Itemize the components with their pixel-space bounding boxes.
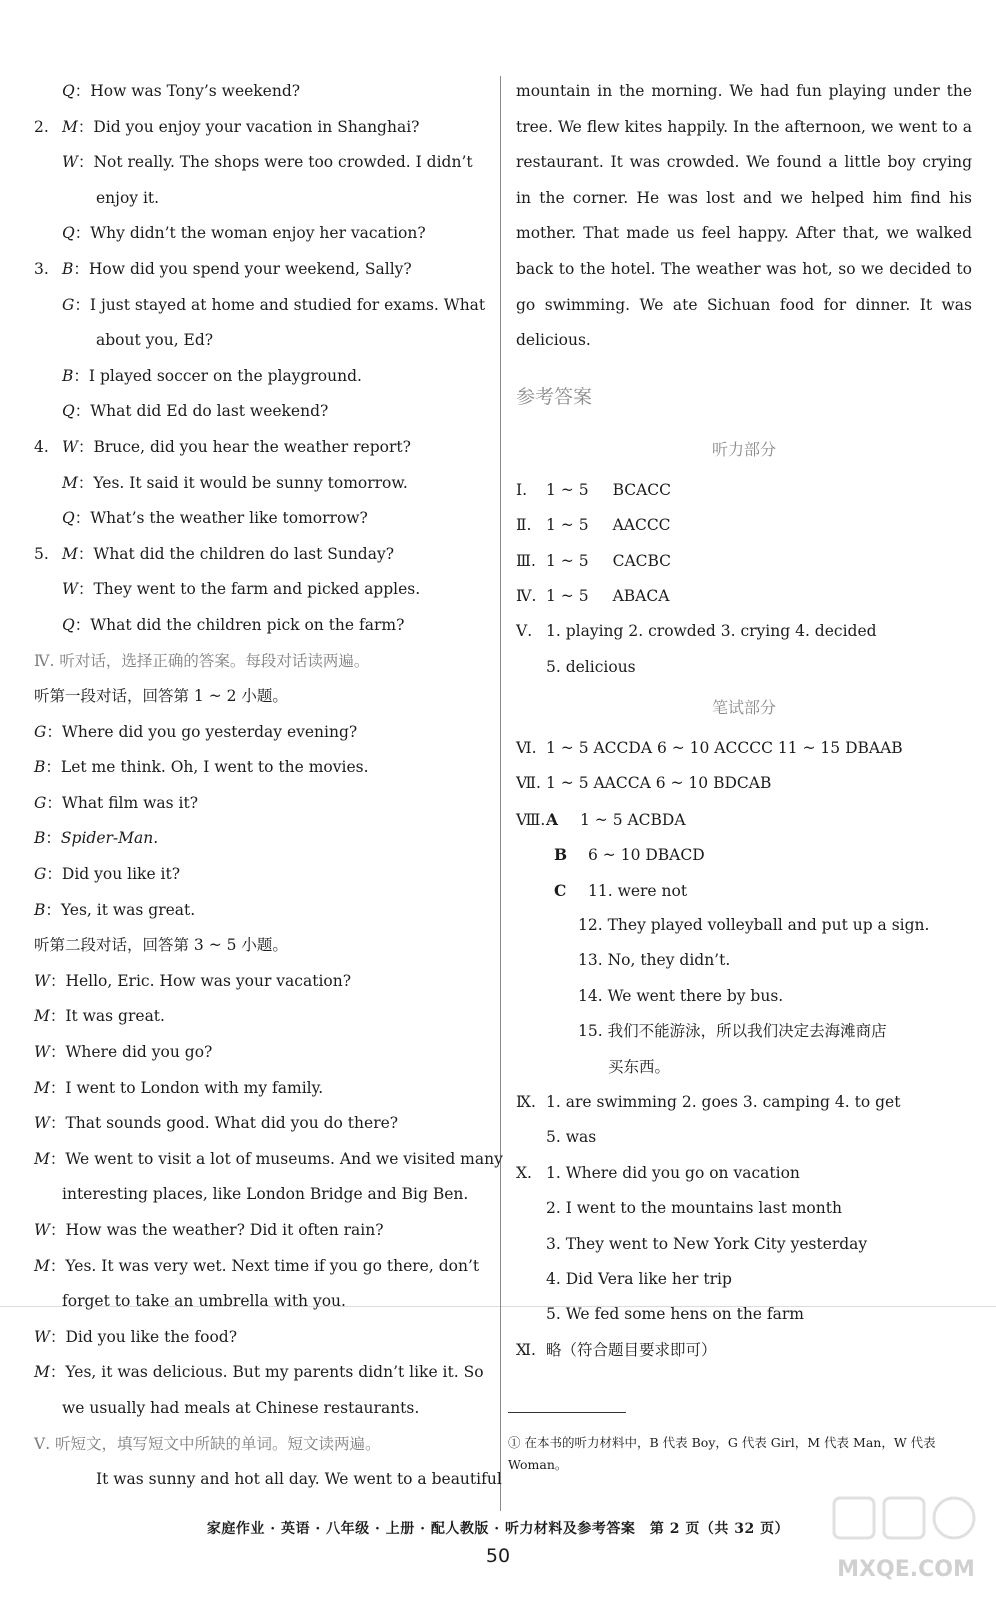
speaker-colon: ： — [77, 544, 94, 563]
answer-num: Ⅱ. — [516, 516, 532, 535]
page-number: 50 — [485, 1545, 511, 1567]
transcript-line — [34, 644, 494, 680]
line-text: I just stayed at home and studied for exams. What — [89, 295, 486, 314]
transcript-line — [34, 394, 494, 430]
transcript-line — [34, 821, 494, 857]
line-text: Yes, it was great. — [60, 900, 196, 919]
answer-row-viii-c12: 12. They played volleyball and put up a sign. — [578, 916, 930, 935]
speaker-colon: ： — [77, 153, 94, 172]
line-text: What film was it? — [61, 793, 199, 812]
transcript-line — [34, 857, 494, 893]
line-text: Where did you go yesterday evening? — [61, 722, 358, 741]
speaker-label: W — [34, 1043, 50, 1062]
answer-row-vii: Ⅶ. 1 ~ 5 AACCA 6 ~ 10 BDCAB — [516, 774, 772, 793]
listening-answers — [516, 473, 972, 615]
transcript-line — [34, 572, 494, 608]
answer-range: 1 ~ 5 — [546, 480, 589, 499]
speaker-label: M — [34, 1007, 50, 1026]
line-text: Did you like the food? — [65, 1327, 238, 1346]
answer-row-x3: 3. They went to New York City yesterday — [546, 1234, 868, 1253]
answer-range: 1 ~ 5 — [546, 551, 589, 570]
writing-part-title: 笔试部分 — [711, 698, 776, 718]
line-text: Yes. It said it would be sunny tomorrow. — [93, 473, 408, 492]
line-text: Spider-Man. — [60, 829, 159, 848]
answer-row-x1: Ⅹ. 1. Where did you go on vacation — [516, 1163, 800, 1182]
speaker-colon: ： — [49, 1114, 66, 1133]
line-text: How was Tony’s weekend? — [90, 82, 301, 100]
speaker-colon: ： — [49, 1149, 66, 1168]
line-text: forget to take an umbrella with you. — [62, 1292, 346, 1311]
answers-title: 参考答案 — [516, 385, 593, 408]
transcript-line — [34, 1213, 494, 1249]
speaker-label: G — [34, 793, 47, 812]
answer-ans: ABACA — [612, 586, 670, 605]
transcript-line — [34, 110, 494, 146]
line-text: Why didn’t the woman enjoy her vacation? — [90, 224, 426, 243]
speaker-label: W — [62, 580, 78, 599]
line-text: Ⅳ. 听对话，选择正确的答案。每段对话读两遍。 — [34, 651, 370, 670]
speaker-label: G — [34, 865, 47, 884]
speaker-colon: ： — [45, 900, 61, 919]
transcript-line — [34, 288, 494, 324]
speaker-colon: ： — [74, 509, 91, 528]
line-text: They went to the farm and picked apples. — [93, 580, 421, 599]
speaker-label: W — [62, 437, 78, 456]
speaker-label: W — [34, 1327, 50, 1346]
answer-row-xi: Ⅺ. 略（符合题目要求即可） — [516, 1340, 717, 1359]
speaker-label: M — [62, 544, 78, 563]
answer-row-v: Ⅴ. 1. playing 2. crowded 3. crying 4. decided — [516, 622, 877, 641]
watermark-circle — [934, 1498, 974, 1538]
transcript-line — [34, 715, 494, 751]
speaker-colon: ： — [49, 1078, 66, 1097]
speaker-label: Q — [62, 82, 75, 100]
answer-num: Ⅲ. — [516, 551, 536, 570]
watermark-text: MXQE.COM — [837, 1557, 975, 1582]
speaker-label: W — [34, 1221, 50, 1239]
speaker-colon: ： — [49, 1007, 66, 1026]
transcript-line — [34, 1142, 503, 1178]
transcript-line — [34, 359, 494, 395]
transcript-line — [34, 1391, 494, 1427]
answer-ans: AACCC — [612, 516, 671, 535]
speaker-colon: ： — [73, 366, 89, 385]
answer-num: Ⅰ. — [516, 480, 528, 499]
line-text: enjoy it. — [96, 188, 160, 207]
line-text: Bruce, did you hear the weather report? — [93, 437, 411, 456]
transcript-line — [34, 1106, 494, 1142]
transcript-line — [34, 893, 494, 929]
speaker-label: B — [34, 758, 46, 777]
passage-continued: mountain in the morning. We had fun playing under the tree. We flew kites happily. In the afternoon, we went to a restaurant. It was crowded. We found a little boy crying in the corner. He was lost and we helped him find his mother. That made us feel happy. After that, we walked back to the hotel. The weather was hot, so we decided to go swimming. We ate Sichuan food for dinner. It was delicious. — [516, 82, 972, 350]
transcript-line — [34, 430, 494, 466]
line-text: I went to London with my family. — [65, 1078, 324, 1097]
speaker-colon: ： — [49, 1363, 66, 1382]
speaker-colon: ： — [45, 758, 61, 777]
transcript-line — [34, 252, 494, 288]
speaker-label: B — [62, 366, 74, 385]
left-column — [34, 74, 503, 1498]
speaker-label: Q — [62, 224, 75, 243]
answer-range: 1 ~ 5 — [546, 586, 589, 605]
answer-row-ix: Ⅸ. 1. are swimming 2. goes 3. camping 4. to get — [516, 1093, 901, 1111]
line-text: 听第二段对话，回答第 3 ~ 5 小题。 — [34, 936, 288, 955]
transcript-line — [34, 786, 494, 822]
speaker-label: W — [34, 1114, 50, 1133]
speaker-colon: ： — [77, 437, 94, 456]
line-text: Did you enjoy your vacation in Shanghai? — [93, 117, 420, 136]
footnote: ① 在本书的听力材料中，B 代表 Boy，G 代表 Girl，M 代表 Man，W 代表 Woman。 — [508, 1435, 936, 1472]
transcript-line — [34, 1284, 494, 1320]
transcript-line — [34, 145, 494, 181]
speaker-colon: ： — [45, 829, 61, 848]
line-text: Where did you go? — [65, 1043, 213, 1062]
watermark-logo — [826, 1490, 986, 1590]
line-text: What did the children pick on the farm? — [90, 615, 405, 634]
answer-row — [516, 544, 972, 579]
watermark-box-1 — [834, 1498, 874, 1538]
line-text: about you, Ed? — [96, 331, 214, 350]
answer-ans: CACBC — [612, 551, 672, 570]
speaker-colon: ： — [49, 1327, 66, 1346]
speaker-label: M — [62, 117, 78, 136]
transcript-line — [34, 1355, 494, 1391]
line-text: we usually had meals at Chinese restaurants. — [62, 1398, 420, 1417]
answer-row-viii-c13: 13. No, they didn’t. — [578, 951, 731, 970]
answer-row-viii-c15: 15. 我们不能游泳，所以我们决定去海滩商店 — [578, 1022, 887, 1041]
speaker-label: M — [34, 1256, 50, 1275]
speaker-colon: ： — [74, 295, 90, 314]
transcript-line — [34, 501, 494, 537]
speaker-colon: ： — [77, 473, 94, 492]
transcript-line — [34, 928, 494, 964]
speaker-colon: ： — [74, 402, 91, 421]
line-text: Let me think. Oh, I went to the movies. — [60, 758, 369, 777]
item-number: 3. — [34, 259, 49, 278]
transcript-line — [34, 323, 494, 359]
line-text: Yes. It was very wet. Next time if you go there, don’t — [65, 1256, 480, 1275]
speaker-label: Q — [62, 509, 75, 528]
footnote-rule — [508, 1412, 626, 1413]
line-text: That sounds good. What did you do there? — [65, 1114, 399, 1133]
speaker-label: M — [34, 1078, 50, 1097]
speaker-colon: ： — [49, 1221, 66, 1239]
transcript-line — [34, 537, 494, 573]
transcript-line — [34, 74, 494, 110]
speaker-label: B — [62, 259, 74, 278]
answer-row — [516, 473, 972, 508]
answer-row-viii-c15-cont: 买东西。 — [608, 1057, 671, 1076]
line-text: We went to visit a lot of museums. And we visited many — [65, 1149, 503, 1168]
speaker-colon: ： — [74, 224, 91, 243]
answer-row-viii-b: B 6 ~ 10 DBACD — [554, 845, 705, 865]
speaker-label: M — [62, 473, 78, 492]
line-text: Yes, it was delicious. But my parents didn’t like it. So — [65, 1363, 484, 1382]
transcript-line — [34, 1320, 494, 1356]
transcript-line — [34, 1462, 502, 1498]
line-text: Ⅴ. 听短文，填写短文中所缺的单词。短文读两遍。 — [34, 1434, 381, 1453]
answer-row-viii-a: Ⅷ.A 1 ~ 5 ACBDA — [516, 809, 686, 829]
answer-num: Ⅳ. — [516, 586, 537, 605]
answer-ans: BCACC — [612, 480, 672, 499]
answer-row — [516, 579, 972, 614]
transcript-line — [34, 1249, 494, 1285]
transcript-line — [34, 181, 494, 217]
speaker-colon: ： — [74, 82, 91, 100]
item-number: 4. — [34, 437, 49, 456]
speaker-label: M — [34, 1149, 50, 1168]
answer-row-viii-c: C 11. were not — [554, 880, 688, 900]
transcript-line — [34, 216, 494, 252]
speaker-label: W — [62, 153, 78, 172]
speaker-colon: ： — [49, 1256, 66, 1275]
transcript-line — [34, 1427, 494, 1463]
transcript-line — [34, 466, 494, 502]
speaker-colon: ： — [77, 580, 94, 599]
line-text: I played soccer on the playground. — [88, 366, 362, 385]
speaker-colon: ： — [74, 615, 91, 634]
speaker-label: G — [34, 722, 47, 741]
item-number: 5. — [34, 544, 49, 563]
transcript-line — [34, 1177, 494, 1213]
speaker-label: M — [34, 1363, 50, 1382]
speaker-colon: ： — [77, 117, 94, 136]
answer-row-vi: Ⅵ. 1 ~ 5 ACCDA 6 ~ 10 ACCCC 11 ~ 15 DBAAB — [516, 739, 903, 758]
line-text: Did you like it? — [61, 865, 181, 884]
transcript-line — [34, 608, 494, 644]
answer-row-ix-cont: 5. was — [546, 1128, 597, 1147]
transcript-line — [34, 964, 494, 1000]
line-text: It was sunny and hot all day. We went to a beautiful — [96, 1470, 502, 1489]
speaker-label: B — [34, 829, 46, 848]
line-text: How did you spend your weekend, Sally? — [88, 259, 412, 278]
answer-row-v-cont: 5. delicious — [546, 657, 636, 676]
speaker-colon: ： — [46, 793, 62, 812]
transcript-line — [34, 999, 494, 1035]
line-text: 听第一段对话，回答第 1 ~ 2 小题。 — [34, 687, 288, 706]
speaker-colon: ： — [46, 865, 62, 884]
speaker-label: Q — [62, 615, 75, 634]
answer-row-x4: 4. Did Vera like her trip — [546, 1269, 732, 1288]
right-column — [516, 74, 972, 1368]
page-footer: 家庭作业 · 英语 · 八年级 · 上册 · 配人教版 · 听力材料及参考答案 第 2 页（共 32 页） — [206, 1521, 790, 1537]
watermark-box-2 — [884, 1498, 924, 1538]
speaker-label: W — [34, 971, 50, 990]
answer-row-x5: 5. We fed some hens on the farm — [546, 1305, 804, 1324]
speaker-label: B — [34, 900, 46, 919]
transcript-line — [34, 679, 494, 715]
line-text: Not really. The shops were too crowded. I didn’t — [93, 153, 473, 172]
transcript-line — [34, 750, 494, 786]
item-number: 2. — [34, 117, 49, 136]
transcript-line — [34, 1035, 494, 1071]
speaker-colon: ： — [46, 722, 62, 741]
speaker-colon: ： — [49, 1043, 66, 1062]
line-text: interesting places, like London Bridge and Big Ben. — [62, 1185, 469, 1204]
line-text: It was great. — [65, 1007, 165, 1026]
speaker-colon: ： — [49, 971, 66, 990]
answer-range: 1 ~ 5 — [546, 516, 589, 535]
answer-row-viii-c14: 14. We went there by bus. — [578, 986, 784, 1005]
answer-row — [516, 508, 972, 543]
speaker-colon: ： — [73, 259, 89, 278]
answer-row-x2: 2. I went to the mountains last month — [546, 1199, 842, 1218]
column-divider — [500, 76, 501, 1511]
listening-part-title: 听力部分 — [711, 439, 776, 459]
line-text: How was the weather? Did it often rain? — [65, 1221, 384, 1239]
transcript-line — [34, 1071, 494, 1107]
line-text: What’s the weather like tomorrow? — [90, 509, 368, 528]
speaker-label: Q — [62, 402, 75, 421]
line-text: Hello, Eric. How was your vacation? — [65, 971, 352, 990]
speaker-label: G — [62, 295, 75, 314]
line-text: What did Ed do last weekend? — [90, 402, 329, 421]
line-text: What did the children do last Sunday? — [93, 544, 395, 563]
